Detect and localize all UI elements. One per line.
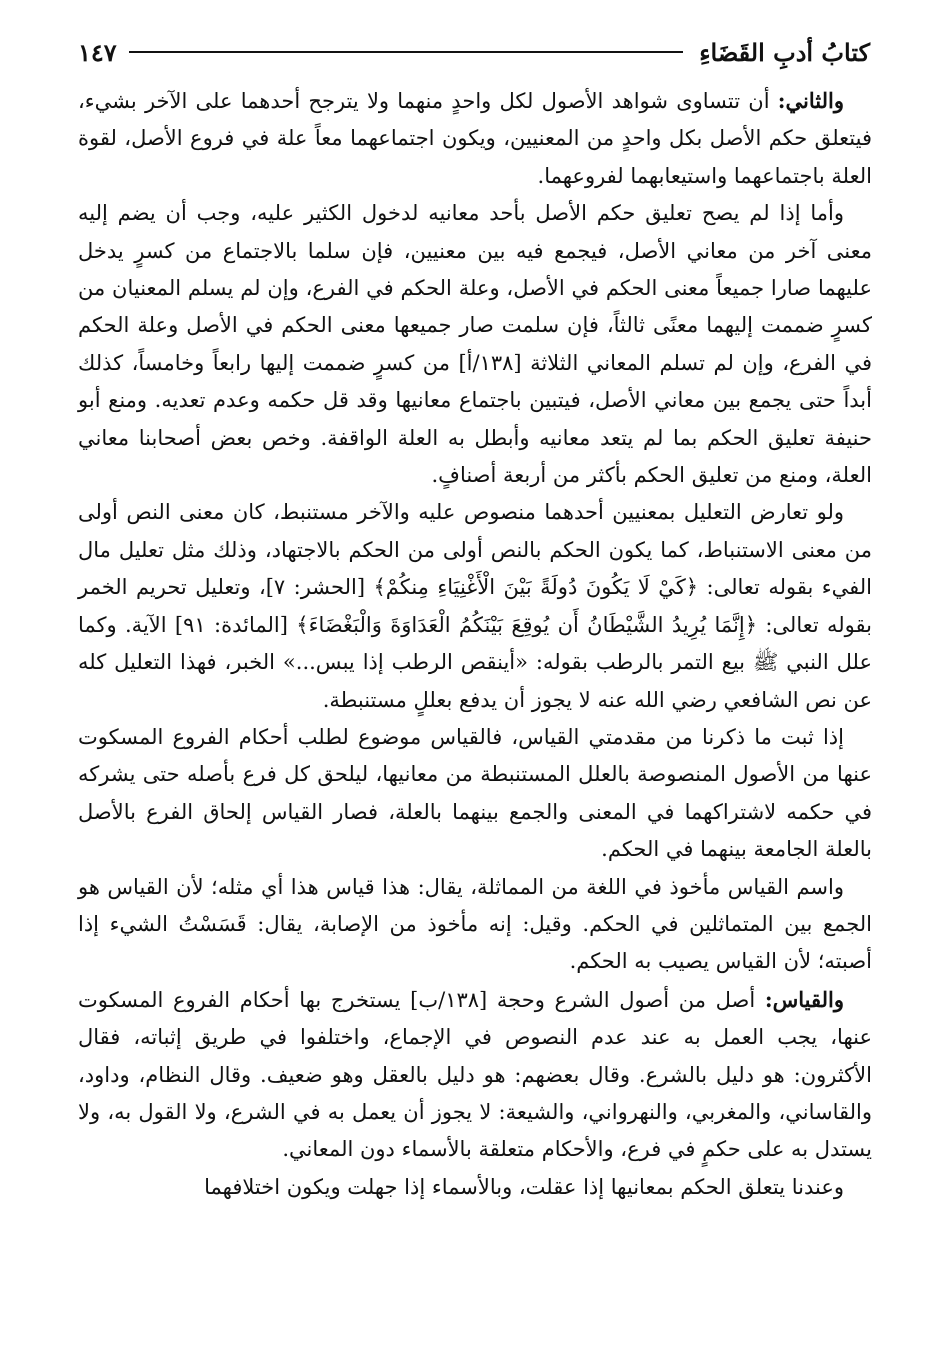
paragraph-7: [78, 1169, 872, 1206]
paragraph-lead: والقياس:: [764, 986, 845, 1012]
paragraph-text: أن تتساوى شواهد الأصول لكل واحدٍ منهما ولا يترجح أحدهما على الآخر بشيء، فيتعلق حكم الأصل بكل واحدٍ من المعنيين، ويكون اجتماعهما معاً علة في فروع الأصل، لقوة العلة باجتماعهما واستيعابهما لفروعهما.: [78, 89, 872, 188]
paragraph-2: [78, 195, 872, 494]
paragraph-text: وأما إذا لم يصح تعليق حكم الأصل بأحد معانيه لدخول الكثير عليه، وجب أن يضم إليه معنى آخر من معاني الأصل، فيجمع فيه بين معنيين، فإن سلما بالاجتماع من كسرٍ يدخل عليهما صارا جميعاً معنى الحكم في الأصل، وعلة الحكم في الفرع، وإن لم يسلم المعنيان من كسرٍ ضممت إليهما معنًى ثالثاً، فإن سلمت صار جميعها معنى الحكم في الأصل وعلة الحكم في الفرع، وإن لم تسلم المعاني الثلاثة [١٣٨/أ] من كسرٍ ضممت إليها رابعاً وخامساً، كذلك أبداً حتى يجمع بين معاني الأصل، فيتبين باجتماع معانيها وقد قل حكمه وعدم تعديه. ومنع أبو حنيفة تعليق الحكم بما لم يتعد معانيه وأبطل به العلة الواقفة. وخص بعض أصحابنا معاني العلة، ومنع من تعليق الحكم بأكثر من أربعة أصنافٍ.: [78, 201, 872, 488]
page-number: ١٤٧: [78, 37, 117, 67]
paragraph-text: إذا ثبت ما ذكرنا من مقدمتي القياس، فالقياس موضوع لطلب أحكام الفروع المسكوت عنها من الأصول المنصوصة بالعلل المستنبطة من معانيها، ليلحق كل فرع بأصله حتى يشركه في حكمه لاشتراكهما في المعنى والجمع بينهما بالعلة، فصار القياس إلحاق الفرع بالأصل بالعلة الجامعة بينهما في الحكم.: [78, 724, 872, 862]
paragraph-5: [78, 869, 872, 981]
body-text: [78, 82, 872, 1206]
paragraph-6: [78, 981, 872, 1169]
running-header: [78, 28, 870, 76]
paragraph-lead: والثاني:: [777, 88, 844, 113]
paragraph-text: ولو تعارض التعليل بمعنيين أحدهما منصوص عليه والآخر مستنبط، كان معنى النص أولى من معنى الاستنباط، كما يكون الحكم بالنص أولى من الحكم بالاجتهاد، وذلك مثل تعليل مال الفيء بقوله تعالى: ﴿كَيْ لَا يَكُونَ دُولَةً بَيْنَ الْأَغْنِيَاءِ مِنكُمْ﴾ [الحشر: ٧]، وتعليل تحريم الخمر بقوله تعالى: ﴿إِنَّمَا يُرِيدُ الشَّيْطَانُ أَن يُوقِعَ بَيْنَكُمُ الْعَدَاوَةَ وَالْبَغْضَاءَ﴾ [المائدة: ٩١] الآية. وكما علل النبي ﷺ بيع التمر بالرطب بقوله: «أينقص الرطب إذا يبس...» الخبر، فهذا التعليل كله عن نص الشافعي رضي الله عنه لا يجوز أن يدفع بعللٍ مستنبطة.: [78, 500, 872, 712]
paragraph-3: [78, 494, 872, 718]
paragraph-1: [78, 82, 872, 195]
paragraph-4: [78, 719, 872, 869]
header-rule: [129, 51, 684, 53]
paragraph-text: واسم القياس مأخوذ في اللغة من المماثلة، يقال: هذا قياس هذا أي مثله؛ لأن القياس هو الجمع بين المتماثلين في الحكم. وقيل: إنه مأخوذ من الإصابة، يقال: قَسَسْتُ الشيء إذا أصبته؛ لأن القياس يصيب به الحكم.: [78, 874, 872, 974]
paragraph-text: وعندنا يتعلق الحكم بمعانيها إذا عقلت، وبالأسماء إذا جهلت ويكون اختلافهما: [204, 1174, 844, 1199]
header-title: كتابُ أدبِ القَضَاءِ: [699, 37, 870, 67]
paragraph-text: أصل من أصول الشرع وحجة [١٣٨/ب] يستخرج بها أحكام الفروع المسكوت عنها، يجب العمل به عند عدم النصوص في الإجماع، واختلفوا في طريق إثباته، فقال الأكثرون: هو دليل بالشرع. وقال بعضهم: هو دليل بالعقل وهو ضعيف. وقال النظام، وداود، والقاساني، والمغربي، والنهرواني، والشيعة: لا يجوز أن يعمل به في الشرع، ولا القول به، ولا يستدل به على حكمٍ في فرع، والأحكام متعلقة بالأسماء دون المعاني.: [78, 987, 872, 1162]
